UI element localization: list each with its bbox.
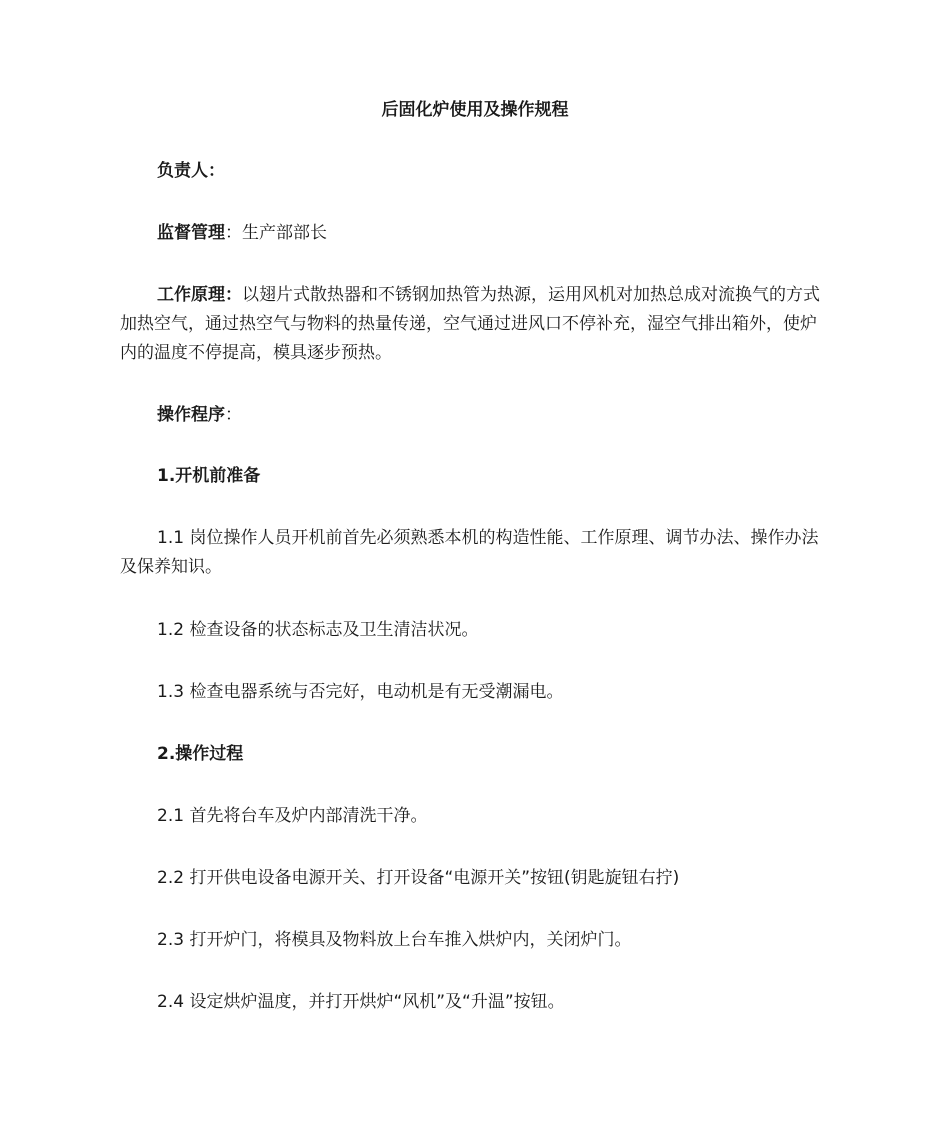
supervisor-label: 监督管理 <box>157 223 225 243</box>
procedure-label: 操作程序 <box>157 405 225 425</box>
section1-item-3: 1.3 检查电器系统与否完好，电动机是有无受潮漏电。 <box>157 682 564 702</box>
supervisor-separator: ： <box>225 223 242 243</box>
section2-item-2: 2.2 打开供电设备电源开关、打开设备“电源开关”按钮(钥匙旋钮右拧) <box>157 868 680 888</box>
responsible-line <box>120 157 832 186</box>
principle-label: 工作原理： <box>157 285 242 305</box>
supervisor-value: 生产部部长 <box>242 223 327 243</box>
principle-paragraph <box>120 281 832 368</box>
section1-item-1: 1.1 岗位操作人员开机前首先必须熟悉本机的构造性能、工作原理、调节办法、操作办法及保养知识。 <box>120 528 819 577</box>
section1-heading: 1.开机前准备 <box>157 466 261 486</box>
section2-item-4: 2.4 设定烘炉温度，并打开烘炉“风机”及“升温”按钮。 <box>157 992 565 1012</box>
section1-item-2: 1.2 检查设备的状态标志及卫生清洁状况。 <box>157 620 479 640</box>
section2-heading: 2.操作过程 <box>157 744 244 764</box>
procedure-separator: ： <box>225 405 242 425</box>
section2-item-3: 2.3 打开炉门，将模具及物料放上台车推入烘炉内，关闭炉门。 <box>157 930 632 950</box>
document-title: 后固化炉使用及操作规程 <box>381 100 569 120</box>
section2-item-1: 2.1 首先将台车及炉内部清洗干净。 <box>157 806 428 826</box>
supervisor-line <box>120 219 832 248</box>
procedure-line <box>120 401 832 430</box>
principle-text: 以翅片式散热器和不锈钢加热管为热源，运用风机对加热总成对流换气的方式加热空气，通过热空气与物料的热量传递，空气通过进风口不停补充，湿空气排出箱外，使炉内的温度不停提高，模具逐步预热。 <box>120 285 820 363</box>
responsible-label: 负责人： <box>157 161 225 181</box>
